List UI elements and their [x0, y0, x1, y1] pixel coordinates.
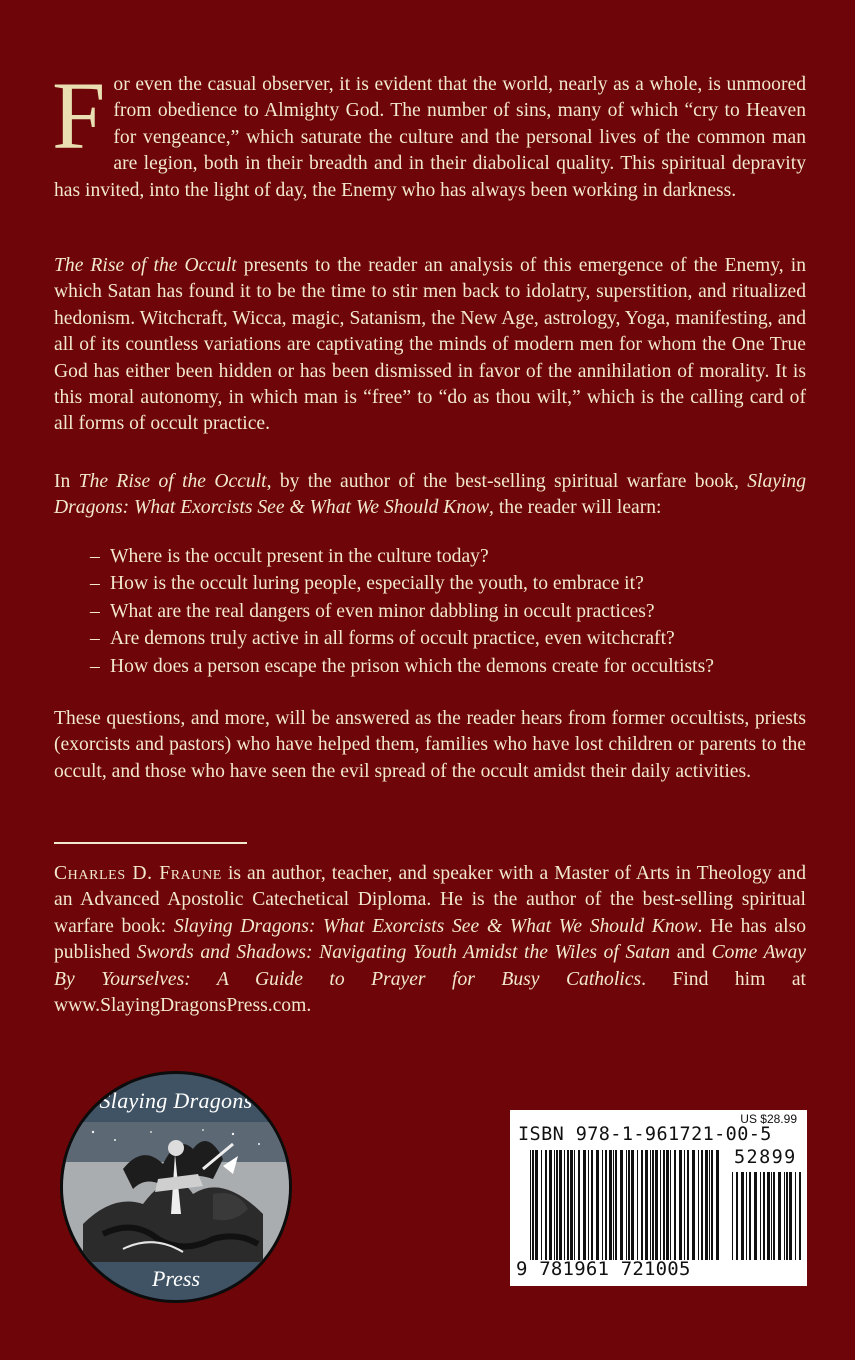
barcode-bar	[741, 1172, 744, 1260]
barcode-bar	[660, 1150, 661, 1260]
barcode-bar	[541, 1150, 542, 1260]
list-item	[90, 570, 820, 597]
barcode-bar	[789, 1172, 792, 1260]
question-text: How does a person escape the prison which the demons create for occultists?	[110, 655, 714, 677]
question-text: What are the real dangers of even minor dabbling in occult practices?	[110, 600, 655, 622]
barcode-bar	[591, 1150, 593, 1260]
barcode-bar	[670, 1150, 671, 1260]
list-item	[90, 625, 820, 652]
closing-paragraph	[54, 706, 806, 785]
question-text: How is the occult luring people, especially the youth, to embrace it?	[110, 573, 644, 595]
barcode-bar	[631, 1150, 634, 1260]
barcode-bar	[749, 1172, 751, 1260]
barcode-bar	[716, 1150, 719, 1260]
dash-marker: –	[90, 655, 100, 677]
barcode-bar	[545, 1150, 547, 1260]
barcode-bar	[784, 1172, 785, 1260]
barcode-bar	[583, 1150, 586, 1260]
barcode-bar	[679, 1150, 682, 1260]
barcode-bar	[602, 1150, 603, 1260]
bio-text: is an author, teacher, and speaker with a Master of Arts in Theology and an Advanced Apostolic Catechetical Diploma. He is the author of the best-selling spiritual warfare book:	[54, 863, 806, 937]
barcode-bar	[771, 1172, 772, 1260]
author-name: Charles D. Fraune	[54, 863, 222, 884]
barcode-bar	[641, 1150, 643, 1260]
question-list	[90, 543, 820, 680]
dash-marker: –	[90, 546, 100, 567]
barcode-bar	[773, 1172, 775, 1260]
question-text: Are demons truly active in all forms of occult practice, even witchcraft?	[110, 628, 675, 650]
barcode-bar	[532, 1150, 534, 1260]
barcode-bar	[732, 1172, 733, 1260]
barcode-bar	[754, 1172, 757, 1260]
bio-book-title: Come Away By Yourselves: A Guide to Prayer for Busy Catholics	[54, 942, 806, 990]
barcode-bar	[588, 1150, 589, 1260]
author-bio	[54, 861, 806, 1019]
isbn-label: ISBN 978-1-961721-00-5	[518, 1124, 772, 1145]
barcode-bar	[746, 1172, 747, 1260]
barcode-bar	[645, 1150, 648, 1260]
price-label: US $28.99	[740, 1112, 797, 1126]
bio-book-title: Swords and Shadows: Navigating Youth Amidst the Wiles of Satan	[136, 942, 671, 964]
barcode-bar	[705, 1150, 708, 1260]
barcode-bar	[535, 1150, 538, 1260]
intro-paragraph-text: or even the casual observer, it is evident that the world, nearly as a whole, is unmoored from obedience to Almighty God. The number of sins, many of which “cry to Heaven for vengeance,” which saturate the culture and the personal lives of the common man are legion, both in their breadth and in their diabolical quality. This spiritual depravity has invited, into the light of day, the Enemy who has always been working in darkness.	[54, 74, 806, 201]
learn-lead: In	[54, 471, 79, 492]
barcode-bar	[799, 1172, 801, 1260]
price-supplement-number: 52899	[734, 1147, 797, 1168]
barcode-bar	[778, 1172, 781, 1260]
barcode-bar	[663, 1150, 665, 1260]
question-text: Where is the occult present in the culture today?	[110, 546, 489, 567]
barcode-bar	[574, 1150, 575, 1260]
bio-text: and	[670, 942, 712, 964]
dash-marker: –	[90, 573, 100, 595]
barcode-bar	[701, 1150, 703, 1260]
analysis-paragraph-text: presents to the reader an analysis of this emergence of the Enemy, in which Satan has found it to be the time to stir men back to idolatry, superstition, and ritualized hedonism. Witchcraft, Wicca, magic, Satanism, the New Age, astrology, Yoga, manifesting, and all of its countless variations are captivating the minds of modern men for whom the One True God has either been hidden or has been dismissed in favor of the annihilation of morality. It is this moral autonomy, in which man is “free” to “do as thou wilt,” which is the calling card of all forms of occult practice.	[54, 255, 806, 435]
barcode-bar	[554, 1150, 555, 1260]
barcode-bar	[736, 1172, 738, 1260]
dash-marker: –	[90, 628, 100, 650]
list-item	[90, 598, 820, 625]
barcode-bar	[628, 1150, 630, 1260]
barcode-bar	[655, 1150, 658, 1260]
barcode-bar	[530, 1150, 531, 1260]
barcode-bar	[626, 1150, 627, 1260]
list-item	[90, 653, 820, 680]
section-divider	[54, 842, 247, 844]
barcode-bar	[674, 1150, 676, 1260]
barcode-bar	[609, 1150, 612, 1260]
closing-paragraph-text: These questions, and more, will be answered as the reader hears from former occultists, priests (exorcists and pastors) who have helped them, families who have lost children or parents to the occult, and those who have seen the evil spread of the occult amidst their daily activities.	[54, 708, 806, 782]
barcode-bar	[767, 1172, 770, 1260]
barcode-bar	[709, 1150, 710, 1260]
barcode-bar	[760, 1172, 761, 1260]
learn-middle: , by the author of the best-selling spiritual warfare book,	[266, 471, 748, 492]
book-title: The Rise of the Occult	[54, 255, 237, 276]
previous-book-title: Slaying Dragons: What Exorcists See & What We Should Know	[54, 471, 806, 519]
barcode-bar	[786, 1172, 788, 1260]
barcode-bar	[711, 1150, 713, 1260]
intro-paragraph	[52, 62, 806, 204]
barcode-bar	[605, 1150, 607, 1260]
barcode-bar	[578, 1150, 580, 1260]
bio-book-title: Slaying Dragons: What Exorcists See & What We Should Know	[173, 915, 698, 937]
barcode-bar	[564, 1150, 565, 1260]
barcode-bar	[620, 1150, 623, 1260]
barcode-bar	[795, 1172, 796, 1260]
drop-cap: F	[52, 62, 106, 169]
barcode-bar	[650, 1150, 651, 1260]
barcode-bar	[666, 1150, 669, 1260]
barcode-bar	[570, 1150, 573, 1260]
learn-end: , the reader will learn:	[489, 497, 662, 519]
barcode-bar	[615, 1150, 617, 1260]
barcode-bar	[692, 1150, 695, 1260]
barcode-bar	[698, 1150, 699, 1260]
bio-text: . He has also published	[54, 915, 806, 964]
barcode-bar	[687, 1150, 689, 1260]
analysis-paragraph	[54, 253, 806, 438]
barcode-bar	[596, 1150, 599, 1260]
barcode-panel	[510, 1110, 807, 1286]
list-item	[90, 543, 820, 570]
barcode-bar	[763, 1172, 765, 1260]
logo-bottom-text: Press	[151, 1266, 201, 1291]
barcode-bar	[556, 1150, 558, 1260]
barcode-bar	[684, 1150, 685, 1260]
book-title: The Rise of the Occult	[78, 471, 267, 492]
barcode-bar	[637, 1150, 638, 1260]
barcode-bar	[652, 1150, 654, 1260]
learn-paragraph	[54, 469, 806, 522]
dash-marker: –	[90, 600, 100, 622]
barcode-bar	[559, 1150, 562, 1260]
barcode-bar	[613, 1150, 614, 1260]
bio-text: . Find him at www.SlayingDragonsPress.com.	[54, 968, 807, 1017]
barcode-bar	[567, 1150, 569, 1260]
publisher-logo	[60, 1071, 292, 1303]
ean-digits: 9 781961 721005	[516, 1258, 691, 1280]
barcode-bar	[549, 1150, 552, 1260]
logo-top-text: Slaying Dragons	[99, 1088, 253, 1113]
